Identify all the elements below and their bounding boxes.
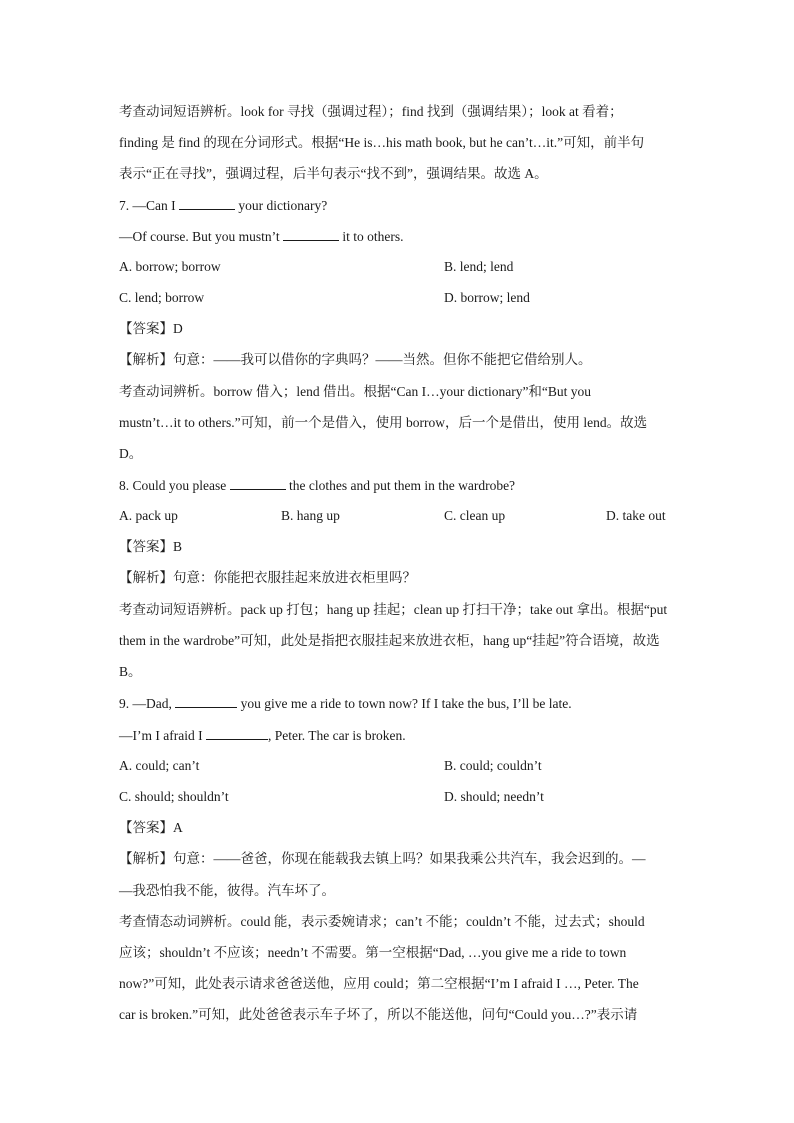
q9-option-d: D. should; needn’t [444, 789, 544, 804]
q9-option-c: C. should; shouldn’t [119, 789, 229, 804]
q7-option-a: A. borrow; borrow [119, 259, 221, 274]
q8-stem-text-a: 8. Could you please [119, 478, 230, 493]
q9-stem-text-b: you give me a ride to town now? If I take the bus, I’ll be late. [237, 696, 572, 711]
q7-analysis-line-1: 【解析】句意：——我可以借你的字典吗？——当然。但你不能把它借给别人。 [119, 352, 592, 367]
q9-blank-1 [175, 693, 237, 708]
q7-analysis-line-4: D。 [119, 446, 143, 461]
q7-stem-text-c: —Of course. But you mustn’t [119, 229, 283, 244]
q7-stem-text-b: your dictionary? [235, 198, 328, 213]
q8-answer: 【答案】B [119, 539, 183, 554]
q7-analysis-line-3: mustn’t…it to others.”可知，前一个是借入，使用 borrow，后一个是借出，使用 lend。故选 [119, 415, 648, 430]
q8-analysis-line-1: 【解析】句意：你能把衣服挂起来放进衣柜里吗？ [119, 570, 416, 585]
q9-stem-text-c: —I’m I afraid I [119, 728, 206, 743]
q7-blank-1 [179, 195, 235, 210]
q7-option-b: B. lend; lend [444, 259, 514, 274]
q9-option-b: B. could; couldn’t [444, 758, 542, 773]
q9-stem-line-2 [119, 725, 679, 746]
q8-option-a: A. pack up [119, 508, 178, 523]
q9-analysis-line-3: 考查情态动词辨析。could 能，表示委婉请求；can’t 不能；couldn’t 不能，过去式；should [119, 914, 645, 929]
q8-stem-line-1 [119, 475, 679, 496]
q8-analysis-line-4: B。 [119, 664, 142, 679]
q8-analysis-line-3: them in the wardrobe”可知，此处是指把衣服挂起来放进衣柜，hang up“挂起”符合语境，故选 [119, 633, 660, 648]
q9-option-a: A. could; can’t [119, 758, 200, 773]
q9-analysis-line-2: —我恐怕我不能，彼得。汽车坏了。 [119, 883, 335, 898]
q8-stem-text-b: the clothes and put them in the wardrobe? [285, 478, 516, 493]
q9-analysis-line-4: 应该；shouldn’t 不应该；needn’t 不需要。第一空根据“Dad, …you give me a ride to town [119, 945, 627, 960]
q9-stem-text-d: , Peter. The car is broken. [267, 728, 406, 743]
q9-answer: 【答案】A [119, 820, 183, 835]
q7-stem-line-1 [119, 195, 679, 216]
q7-analysis-line-2: 考查动词辨析。borrow 借入；lend 借出。根据“Can I…your dictionary”和“But you [119, 384, 592, 399]
q8-blank-1 [230, 475, 286, 490]
q7-stem-text-a: 7. —Can I [119, 198, 179, 213]
q8-analysis-line-2: 考查动词短语辨析。pack up 打包；hang up 挂起；clean up 打扫干净；take out 拿出。根据“put [119, 602, 668, 617]
q9-analysis-line-5: now?”可知，此处表示请求爸爸送他，应用 could；第二空根据“I’m I afraid I …, Peter. The [119, 976, 639, 991]
q9-stem-line-1 [119, 693, 679, 714]
q9-analysis-line-6: car is broken.”可知，此处爸爸表示车子坏了，所以不能送他，问句“Could you…?”表示请 [119, 1007, 638, 1022]
q7-option-d: D. borrow; lend [444, 290, 530, 305]
q7-stem-text-d: it to others. [339, 229, 404, 244]
q6-analysis-line-3: 表示“正在寻找”，强调过程，后半句表示“找不到”，强调结果。故选 A。 [119, 166, 548, 181]
q7-option-c: C. lend; borrow [119, 290, 205, 305]
q7-answer: 【答案】D [119, 321, 183, 336]
q9-blank-2 [206, 725, 268, 740]
q8-option-b: B. hang up [281, 508, 340, 523]
q9-stem-text-a: 9. —Dad, [119, 696, 176, 711]
q8-option-d: D. take out [606, 508, 666, 523]
q7-stem-line-2 [119, 226, 679, 247]
q6-analysis-line-2: finding 是 find 的现在分词形式。根据“He is…his math book, but he can’t…it.”可知，前半句 [119, 135, 645, 150]
q9-analysis-line-1: 【解析】句意：——爸爸，你现在能载我去镇上吗？如果我乘公共汽车，我会迟到的。— [119, 851, 646, 866]
q6-analysis-line-1: 考查动词短语辨析。look for 寻找（强调过程）；find 找到（强调结果）；look at 看着； [119, 104, 623, 119]
q7-blank-2 [283, 226, 339, 241]
q8-option-c: C. clean up [444, 508, 506, 523]
